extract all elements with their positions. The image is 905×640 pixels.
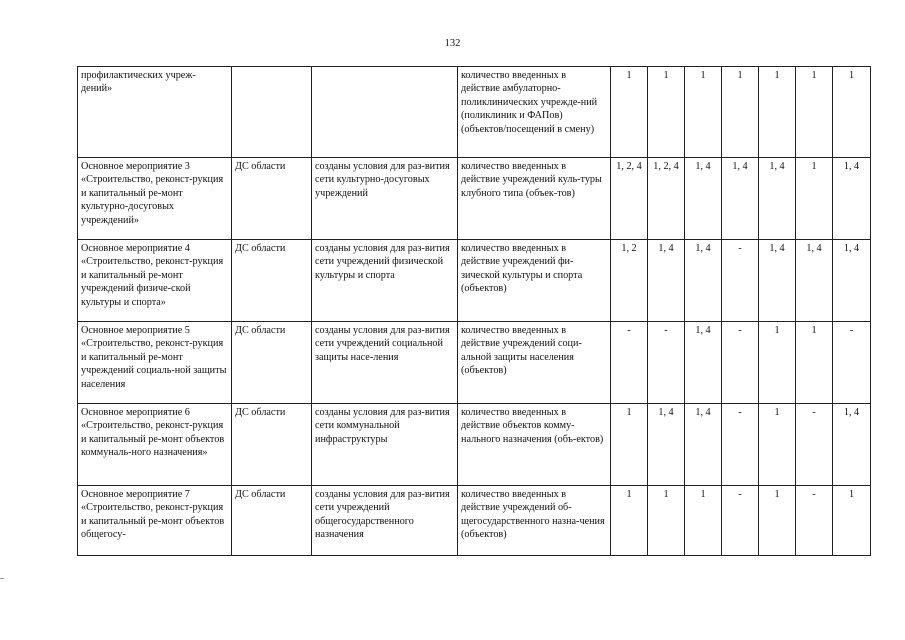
year-value-cell: 1, 4 — [685, 322, 722, 404]
year-value-cell: 1, 4 — [833, 158, 871, 240]
year-value-cell: 1 — [796, 322, 833, 404]
year-value-cell: 1 — [648, 486, 685, 556]
event-cell: Основное мероприятие 7 «Строительство, реконст-рукция и капитальный ре-монт объектов общегосу- — [78, 486, 232, 556]
year-value-cell: 1, 4 — [648, 404, 685, 486]
year-value-cell: 1 — [759, 67, 796, 158]
year-value-cell: 1 — [759, 404, 796, 486]
year-value-cell: 1, 4 — [722, 158, 759, 240]
result-cell: созданы условия для раз-вития сети учреждений общегосударственного назначения — [312, 486, 458, 556]
year-value-cell: 1 — [685, 67, 722, 158]
indicator-cell: количество введенных в действие объектов комму-нального назначения (объ-ектов) — [458, 404, 611, 486]
result-cell — [312, 67, 458, 158]
indicator-cell: количество введенных в действие учреждений куль-туры клубного типа (объек-тов) — [458, 158, 611, 240]
year-value-cell: 1 — [833, 67, 871, 158]
year-value-cell: - — [796, 486, 833, 556]
year-value-cell: 1 — [722, 67, 759, 158]
year-value-cell: 1, 4 — [685, 240, 722, 322]
year-value-cell: 1 — [796, 158, 833, 240]
indicator-cell: количество введенных в действие учреждений соци-альной защиты населения (объектов) — [458, 322, 611, 404]
year-value-cell: - — [722, 486, 759, 556]
executor-cell: ДС области — [232, 404, 312, 486]
event-cell: Основное мероприятие 5 «Строительство, реконст-рукция и капитальный ре-монт учреждений социаль-ной защиты населения — [78, 322, 232, 404]
year-value-cell: 1, 4 — [759, 240, 796, 322]
year-value-cell: - — [722, 322, 759, 404]
table-row — [78, 240, 871, 322]
year-value-cell: - — [722, 240, 759, 322]
year-value-cell: 1, 4 — [759, 158, 796, 240]
year-value-cell: 1, 4 — [685, 158, 722, 240]
year-value-cell: 1 — [648, 67, 685, 158]
event-cell: Основное мероприятие 6 «Строительство, реконст-рукция и капитальный ре-монт объектов коммуналь-ного назначения» — [78, 404, 232, 486]
year-value-cell: - — [796, 404, 833, 486]
year-value-cell: 1, 2, 4 — [648, 158, 685, 240]
year-value-cell: - — [722, 404, 759, 486]
indicator-cell: количество введенных в действие учреждений фи-зической культуры и спорта (объектов) — [458, 240, 611, 322]
year-value-cell: - — [611, 322, 648, 404]
table-row — [78, 67, 871, 158]
executor-cell: ДС области — [232, 486, 312, 556]
event-cell: Основное мероприятие 4 «Строительство, реконст-рукция и капитальный ре-монт учреждений физиче-ской культуры и спорта» — [78, 240, 232, 322]
table-row — [78, 322, 871, 404]
year-value-cell: 1, 4 — [833, 404, 871, 486]
executor-cell: ДС области — [232, 322, 312, 404]
event-cell: профилактических учреж- дений» — [78, 67, 232, 158]
year-value-cell: 1 — [833, 486, 871, 556]
executor-cell — [232, 67, 312, 158]
year-value-cell: 1, 2 — [611, 240, 648, 322]
year-value-cell: 1, 4 — [796, 240, 833, 322]
year-value-cell: 1 — [759, 322, 796, 404]
table-row — [78, 158, 871, 240]
table-row — [78, 486, 871, 556]
year-value-cell: 1 — [759, 486, 796, 556]
year-value-cell: - — [833, 322, 871, 404]
result-cell: созданы условия для раз-вития сети учреждений социальной защиты насе-ления — [312, 322, 458, 404]
year-value-cell: 1 — [685, 486, 722, 556]
page-number: 132 — [444, 38, 461, 49]
year-value-cell: 1 — [796, 67, 833, 158]
result-cell: созданы условия для раз-вития сети культурно-досуговых учреждений — [312, 158, 458, 240]
indicator-cell: количество введенных в действие амбулаторно-поликлинических учрежде-ний (поликлиник и ФАПов) (объектов/посещений в смену) — [458, 67, 611, 158]
year-value-cell: 1 — [611, 67, 648, 158]
year-value-cell: 1 — [611, 404, 648, 486]
executor-cell: ДС области — [232, 158, 312, 240]
year-value-cell: - — [648, 322, 685, 404]
indicator-cell: количество введенных в действие учреждений об-щегосударственного назна-чения (объектов) — [458, 486, 611, 556]
program-events-table — [77, 66, 871, 556]
year-value-cell: 1, 4 — [685, 404, 722, 486]
executor-cell: ДС области — [232, 240, 312, 322]
year-value-cell: 1, 2, 4 — [611, 158, 648, 240]
table-row — [78, 404, 871, 486]
result-cell: созданы условия для раз-вития сети коммунальной инфраструктуры — [312, 404, 458, 486]
scan-edge-mark — [0, 578, 4, 579]
event-cell: Основное мероприятие 3 «Строительство, реконст-рукция и капитальный ре-монт культурно-досуговых учреждений» — [78, 158, 232, 240]
result-cell: созданы условия для раз-вития сети учреждений физической культуры и спорта — [312, 240, 458, 322]
year-value-cell: 1 — [611, 486, 648, 556]
year-value-cell: 1, 4 — [648, 240, 685, 322]
year-value-cell: 1, 4 — [833, 240, 871, 322]
